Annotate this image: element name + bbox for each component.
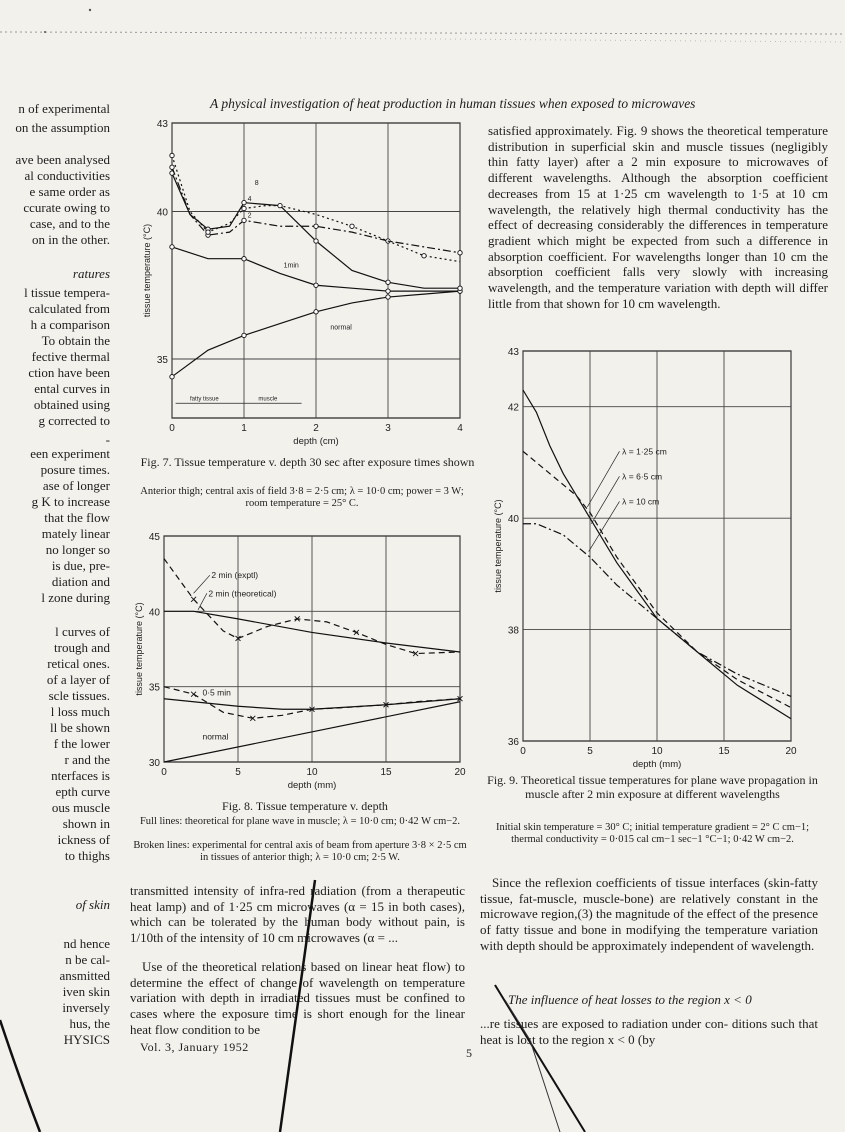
y-axis-label: tissue temperature (°C) [493, 499, 503, 593]
margin-line: h a comparison [30, 317, 110, 332]
layer-label: fatty tissue [190, 396, 219, 403]
curve-label: 4 [247, 196, 252, 204]
margin-line: l tissue tempera- [24, 285, 110, 300]
margin-line: inversely [62, 1000, 110, 1015]
y-tick-label: 43 [156, 119, 168, 130]
footer-volume: Vol. 3, January 1952 [140, 1040, 249, 1054]
margin-line: epth curve [55, 784, 110, 799]
margin-line: iven skin [62, 984, 110, 999]
x-tick-label: 0 [520, 746, 526, 757]
curve-label: normal [330, 324, 352, 332]
y-tick-label: 40 [148, 607, 160, 619]
x-tick-label: 0 [169, 423, 175, 434]
margin-line: To obtain the [41, 333, 110, 348]
x-tick-label: 4 [457, 423, 463, 434]
right-column-paragraph-2: Since the reflexion coefficients of tissue interfaces (skin-fatty tissue, fat-muscle, muscle-bone) are relatively constant in the microwave region,(3) the magnitude of the effect of the presence of fatty tissue and bone in modifying the temperature variation with depth should be approximately independent of wavelength. [480, 875, 818, 953]
margin-line: ccurate owing to [23, 200, 110, 215]
margin-line: calculated from [28, 301, 110, 316]
margin-line: obtained using [33, 397, 110, 412]
margin-line: posure times. [40, 462, 110, 477]
margin-line: een experiment [30, 446, 110, 461]
margin-line: ickness of [57, 832, 110, 847]
margin-line: nterfaces is [51, 768, 110, 783]
margin-line: l zone during [41, 590, 110, 605]
margin-line: ratures [72, 266, 110, 281]
margin-line: e same order as [29, 184, 110, 199]
x-tick-label: 15 [380, 767, 392, 778]
x-tick-label: 0 [161, 767, 167, 778]
margin-line: f the lower [53, 736, 110, 751]
curve-label: 1min [283, 262, 299, 270]
margin-line: is due, pre- [51, 558, 110, 573]
margin-line: diation and [51, 574, 110, 589]
curve-label: 2 min (theoretical) [208, 588, 277, 599]
margin-line: nd hence [63, 936, 110, 951]
y-tick-label: 42 [507, 402, 519, 414]
margin-line: trough and [54, 640, 110, 655]
legend-label-2: λ = 10 cm [622, 496, 660, 507]
x-axis-label: depth (mm) [287, 780, 337, 791]
margin-line: r and the [64, 752, 110, 767]
x-tick-label: 2 [313, 423, 319, 434]
margin-line: fective thermal [31, 349, 110, 364]
margin-line: no longer so [45, 542, 110, 557]
margin-line: g corrected to [38, 413, 110, 428]
margin-line: ase of longer [42, 478, 110, 493]
curve-label: 2 min (exptl) [211, 570, 259, 581]
margin-line: mately linear [41, 526, 110, 541]
legend-label-0: λ = 1·25 cm [622, 446, 667, 457]
margin-line: hus, the [69, 1016, 110, 1031]
margin-line: case, and to the [29, 216, 110, 231]
margin-line: n be cal- [65, 952, 110, 967]
margin-line: scle tissues. [48, 688, 110, 703]
x-tick-label: 20 [785, 746, 797, 757]
layer-label: muscle [258, 396, 278, 403]
margin-line: n of experimental [18, 101, 110, 116]
curve-label: 0·5 min [202, 687, 231, 698]
y-tick-label: 36 [507, 737, 519, 748]
y-tick-label: 38 [507, 625, 519, 637]
margin-line: ll be shown [50, 720, 110, 735]
y-tick-label: 45 [148, 532, 160, 543]
margin-line: on the assumption [15, 120, 110, 135]
curve-label: 2 [247, 212, 252, 220]
x-tick-label: 5 [235, 767, 241, 778]
y-tick-label: 35 [148, 682, 160, 694]
margin-line: retical ones. [47, 656, 110, 671]
margin-line: that the flow [44, 510, 110, 525]
margin-line: shown in [62, 816, 110, 831]
figure-8-note-1: Full lines: theoretical for plane wave in muscle; λ = 10·0 cm; 0·42 W cm−2. [139, 816, 461, 827]
margin-line: HYSICS [63, 1032, 110, 1047]
margin-line: of a layer of [46, 672, 110, 687]
margin-line: ction have been [28, 365, 110, 380]
margin-line: - [105, 432, 110, 447]
y-tick-label: 30 [148, 758, 160, 769]
left-column-paragraph-2: Use of the theoretical relations based on linear heat flow) to determine the effect of change of wavelength on temperature variation with depth in irradiated tissues must be confined to cases where the exposure time is short enough for the linear heat flow condition to be [130, 959, 465, 1037]
y-tick-label: 35 [156, 355, 168, 366]
margin-line: ous muscle [51, 800, 110, 815]
margin-line: g K to increase [31, 494, 110, 509]
running-head: A physical investigation of heat production in human tissues when exposed to microwaves [210, 96, 696, 111]
margin-line: to thighs [64, 848, 110, 863]
margin-line: ave been analysed [15, 152, 110, 167]
margin-line: l loss much [50, 704, 110, 719]
x-axis-label: depth (cm) [293, 436, 339, 447]
page-number: 5 [466, 1046, 473, 1060]
x-tick-label: 10 [651, 746, 663, 757]
y-tick-label: 40 [156, 207, 168, 219]
left-column-paragraph: transmitted intensity of infra-red radiation (from a therapeutic heat lamp) and of 1·25 cm microwaves (α = 15 in both cases), which can be tolerated by the human body without pain, is 1/10th of the intensity of 10 cm microwaves (α = ... [130, 883, 465, 946]
right-column-paragraph-3: ...re tissues are exposed to radiation under con- ditions such that heat is lost to the region x < 0 (by [480, 1016, 818, 1047]
figure-7-caption: Fig. 7. Tissue temperature v. depth 30 sec after exposure times shown [140, 455, 475, 469]
x-tick-label: 10 [306, 767, 318, 778]
figure-8-note-2: Broken lines: experimental for central axis of beam from aperture 3·8 × 2·5 cm in tissues of anterior thigh; λ = 10·0 cm; 2·5 W. [133, 840, 467, 863]
margin-line: on in the other. [32, 232, 110, 247]
figure-9-note: Initial skin temperature = 30° C; initial temperature gradient = 2° C cm−1; thermal conductivity = 0·015 cal cm−1 sec−1 °C−1; 0·42 W cm−2. [495, 822, 810, 845]
y-axis-label: tissue temperature (°C) [134, 602, 144, 696]
legend-label-1: λ = 6·5 cm [622, 471, 663, 482]
figure-9-caption: Fig. 9. Theoretical tissue temperatures for plane wave propagation in muscle after 2 min exposure at different wavelengths [487, 773, 818, 801]
x-axis-label: depth (mm) [632, 759, 682, 770]
margin-line: of skin [75, 897, 110, 912]
x-tick-label: 15 [718, 746, 730, 757]
x-tick-label: 3 [385, 423, 391, 434]
margin-line: ansmitted [59, 968, 110, 983]
curve-label: normal [202, 731, 229, 742]
y-axis-label: tissue temperature (°C) [142, 223, 152, 318]
margin-line: al conductivities [24, 168, 110, 183]
x-tick-label: 5 [587, 746, 593, 757]
figure-8-caption: Fig. 8. Tissue temperature v. depth [222, 799, 388, 813]
section-heading: The influence of heat losses to the region x < 0 [508, 992, 752, 1007]
y-tick-label: 40 [507, 514, 519, 526]
figure-7-subcaption: Anterior thigh; central axis of field 3·8 = 2·5 cm; λ = 10·0 cm; power = 3 W; room temperature = 25° C. [140, 486, 464, 509]
margin-line: l curves of [55, 624, 110, 639]
right-column-paragraph-1: satisfied approximately. Fig. 9 shows the theoretical temperature distribution in superficial skin and muscle tissues (negligibly thin fatty layer) after a 2 min exposure to microwaves of different wavelengths. Although the absorption coefficient decreases from 15 at 1·25 cm wavelength to 1·5 at 10 cm wavelength, the relatively high thermal conductivity has the effect of decreasing considerably the differences in temperature gradient which might be expected from such a difference in absorption coefficient. For wavelengths longer than 10 cm the absorption coefficient falls very slowly with increasing wavelength, and the temperature variation with depth will differ little from that shown for 10 cm wavelength. [488, 123, 828, 311]
y-tick-label: 43 [507, 347, 519, 358]
x-tick-label: 20 [454, 767, 466, 778]
margin-line: ental curves in [34, 381, 110, 396]
curve-label: 8 [254, 179, 259, 187]
x-tick-label: 1 [241, 423, 247, 434]
